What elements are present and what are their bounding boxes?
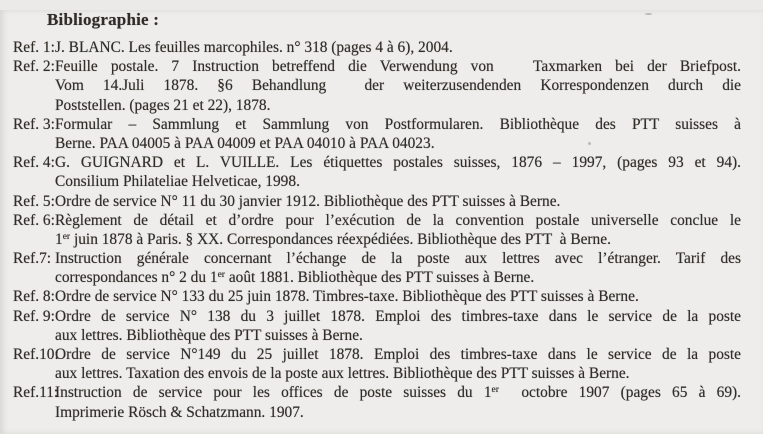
reference-line: Ordre de service N° 133 du 25 juin 1878. Timbres-taxe. Bibliothèque des PTT suisses à Berne.: [55, 288, 639, 306]
scanned-bibliography-page: [0, 10, 763, 434]
reference-entry: [13, 57, 741, 115]
reference-entry: [13, 249, 741, 287]
reference-line: Formular – Sammlung et Sammlung von Postformularen. Bibliothèque des PTT suisses à: [55, 115, 741, 133]
reference-label: Ref. 5:: [13, 192, 55, 210]
reference-label: Ref.10:: [13, 346, 59, 363]
reference-list: [0, 38, 763, 422]
scan-speck: [645, 13, 652, 15]
reference-line: G. GUIGNARD et L. VUILLE. Les étiquettes postales suisses, 1876 – 1997, (pages 93 et 94).: [55, 154, 741, 172]
reference-line: Vom 14.Juli 1878. §6 Behandlung der weiterzusendenden Korrespondenzen durch die: [55, 77, 741, 95]
reference-label: Ref. 4:: [13, 154, 55, 172]
reference-entry: [13, 383, 741, 421]
reference-line: Ordre de service N°149 du 25 juillet 1878. Emploi des timbres-taxe dans le service de la poste: [55, 346, 741, 363]
reference-line: Poststellen. (pages 21 et 22), 1878.: [55, 96, 271, 114]
reference-line: Feuille postale. 7 Instruction betreffend die Verwendung von Taxmarken bei der Briefpost.: [55, 58, 741, 76]
reference-entry: [13, 38, 741, 57]
reference-label: Ref. 8:: [13, 288, 55, 306]
bibliography-heading: Bibliographie :: [47, 10, 160, 29]
reference-line: Ordre de service N° 11 du 30 janvier 1912. Bibliothèque des PTT suisses à Berne.: [55, 192, 561, 210]
reference-label: Ref. 9:: [13, 307, 55, 325]
reference-entry: [13, 211, 741, 249]
reference-entry: [13, 115, 741, 153]
reference-label: Ref.7:: [13, 250, 52, 268]
reference-line: aux lettres. Bibliothèque des PTT suisses à Berne.: [55, 326, 363, 344]
reference-label: Ref. 3:: [13, 115, 55, 133]
reference-line: Berne. PAA 04005 à PAA 04009 et PAA 04010 à PAA 04023.: [55, 134, 435, 152]
reference-line: Ordre de service N° 138 du 3 juillet 1878. Emploi des timbres-taxe dans le service de la poste: [55, 307, 741, 325]
reference-label: Ref. 6:: [13, 211, 55, 229]
reference-line: Consilium Philateliae Helveticae, 1998.: [55, 173, 300, 191]
reference-entry: [13, 345, 741, 383]
reference-entry: [13, 307, 741, 345]
reference-line: J. BLANC. Les feuilles marcophiles. n° 318 (pages 4 à 6), 2004.: [55, 39, 453, 56]
scan-speck: [588, 142, 591, 145]
reference-line: Imprimerie Rösch & Schatzmann. 1907.: [55, 403, 304, 421]
reference-line: Règlement de détail et d’ordre pour l’exécution de la convention postale universelle conclue le: [55, 211, 741, 229]
reference-line: 1er juin 1878 à Paris. § XX. Correspondances réexpédiées. Bibliothèque des PTT à Berne.: [55, 230, 611, 248]
reference-label: Ref. 2:: [13, 58, 55, 76]
reference-line: aux lettres. Taxation des envois de la poste aux lettres. Bibliothèque des PTT suisses à Berne.: [55, 365, 630, 383]
reference-line: correspondances n° 2 du 1er août 1881. Bibliothèque des PTT suisses à Berne.: [55, 269, 535, 287]
reference-label: Ref. 1:: [13, 39, 55, 56]
reference-entry: [13, 287, 741, 306]
reference-line: Instruction générale concernant l’échange de la poste aux lettres avec l’étranger. Tarif des: [55, 250, 741, 268]
reference-entry: [13, 192, 741, 211]
reference-entry: [13, 153, 741, 191]
reference-label: Ref.11:: [13, 384, 59, 402]
reference-line: Instruction de service pour les offices de poste suisses du 1er octobre 1907 (pages 65 à 69).: [55, 384, 741, 402]
